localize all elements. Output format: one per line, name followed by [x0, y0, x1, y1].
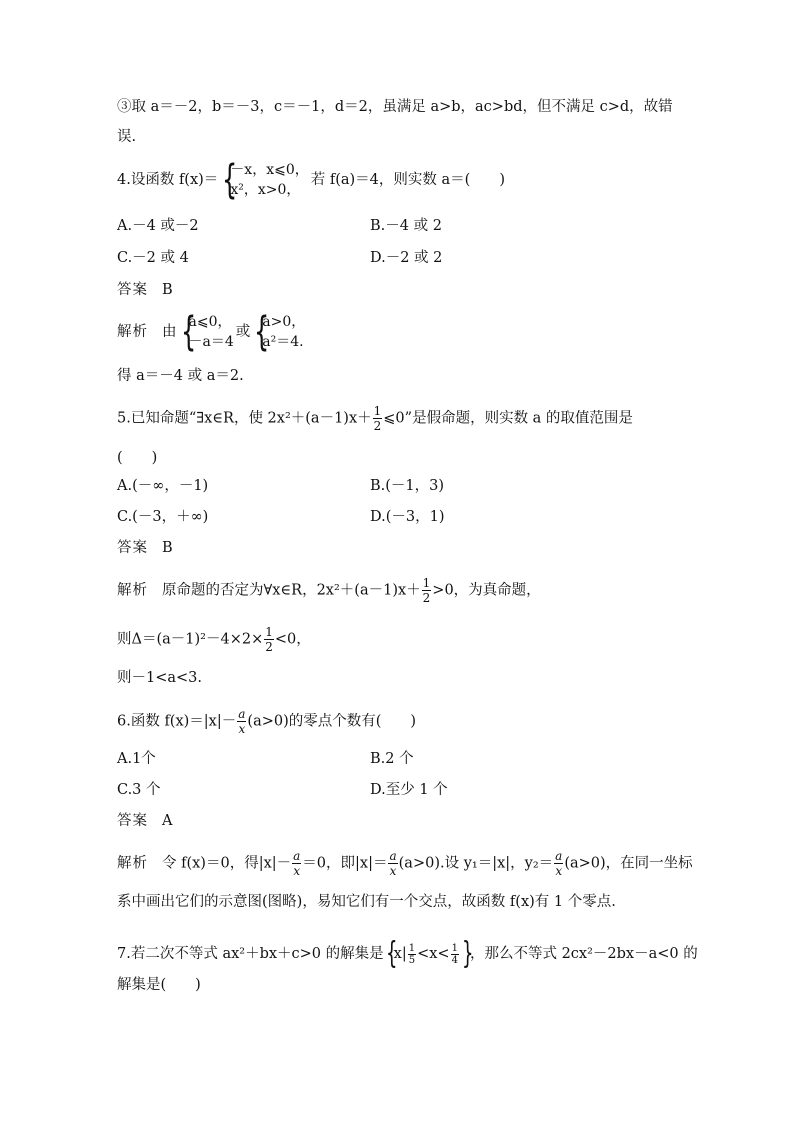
- analysis-text: >0，为真命题，: [432, 582, 541, 599]
- answer-line: [117, 280, 173, 300]
- equation-system: { a>0， a²＝4.: [254, 309, 306, 355]
- system-row: －x，x⩽0，: [230, 162, 309, 178]
- set-text: <x<: [417, 946, 450, 962]
- fraction: $\frac{1}{2}$: [422, 576, 431, 605]
- option-a: A.(－∞，－1): [117, 478, 209, 494]
- q4-stem: 4.设函数 f(x)＝: [117, 172, 219, 188]
- fraction: $\frac{1}{4}$: [451, 942, 458, 966]
- analysis-text: (a>0).设 y₁＝|x|，y₂＝: [398, 855, 554, 872]
- answer-label: 答案: [117, 282, 148, 298]
- analysis-text: (a>0)，在同一坐标: [564, 855, 693, 872]
- analysis-text: 原命题的否定为∀x∈R，2x²＋(a－1)x＋: [162, 582, 421, 599]
- analysis-line: [117, 625, 311, 654]
- answer-value: A: [162, 813, 173, 829]
- q7-stem-end: ，那么不等式 2cx²－2bx－a<0 的: [469, 946, 698, 962]
- analysis-label: 解析: [117, 324, 148, 340]
- q5-stem: 5.已知命题“∃x∈R，使 2x²＋(a－1)x＋: [117, 410, 372, 427]
- q5-blank: ( ): [117, 450, 158, 466]
- analysis-label: 解析: [117, 855, 148, 872]
- analysis-text: ＝0，即|x|＝: [302, 855, 388, 872]
- analysis-text: <0，: [274, 631, 311, 648]
- analysis-text: 由: [162, 324, 177, 340]
- answer-label: 答案: [117, 813, 148, 829]
- fraction: $\frac{a}{x}$: [238, 707, 246, 736]
- system-row: －a＝4: [188, 334, 234, 350]
- answer-line: [117, 811, 172, 831]
- answer-label: 答案: [117, 540, 148, 556]
- analysis-text: 得 a＝－4 或 a＝2.: [117, 368, 244, 384]
- question-6: [117, 707, 416, 736]
- equation-system: { a⩽0， －a＝4: [180, 309, 234, 355]
- option-d: D.(－3，1): [370, 509, 445, 525]
- analysis-label: 解析: [117, 582, 148, 599]
- option-a: A.1个: [117, 751, 156, 767]
- fraction: $\frac{a}{x}$: [555, 849, 563, 878]
- analysis-text: 或: [235, 324, 251, 340]
- text-line: ③取 a＝－2，b＝－3，c＝－1，d＝2，虽满足 a>b，ac>bd，但不满足 c>d，故错: [117, 99, 673, 115]
- left-brace: {: [222, 157, 238, 203]
- q7-stem: 7.若二次不等式 ax²＋bx＋c>0 的解集是: [117, 946, 384, 962]
- system-row: a⩽0，: [188, 314, 232, 330]
- answer-value: B: [162, 282, 173, 298]
- piecewise-system: [220, 157, 309, 203]
- option-a: A.－4 或－2: [117, 218, 199, 234]
- answer-line: [117, 538, 173, 558]
- question-4: [117, 157, 505, 203]
- set-text: x|: [393, 946, 407, 962]
- analysis-line: [117, 576, 541, 605]
- question-5: [117, 404, 633, 433]
- analysis-line: [117, 309, 307, 355]
- q6-stem: 6.函数 f(x)＝|x|－: [117, 713, 237, 730]
- q6-stem-end: (a>0)的零点个数有( ): [247, 713, 417, 730]
- right-brace: }: [461, 936, 474, 971]
- text-line: 误.: [117, 129, 137, 145]
- option-d: D.－2 或 2: [370, 250, 443, 266]
- analysis-text: 则－1<a<3.: [117, 670, 203, 686]
- option-d: D.至少 1 个: [370, 782, 448, 798]
- option-b: B.－4 或 2: [370, 218, 442, 234]
- q7-stem-end: 解集是( ): [117, 977, 201, 993]
- analysis-text: 则Δ＝(a－1)²－4×2×: [117, 631, 264, 648]
- fraction: $\frac{1}{5}$: [408, 942, 416, 966]
- fraction: $\frac{1}{2}$: [373, 404, 382, 433]
- fraction: $\frac{a}{x}$: [389, 849, 397, 878]
- system-row: x²，x>0，: [230, 182, 301, 198]
- option-c: C.3 个: [117, 782, 161, 798]
- question-7: [117, 936, 698, 971]
- q5-stem-end: ⩽0”是假命题，则实数 a 的取值范围是: [383, 410, 633, 427]
- option-c: C.－2 或 4: [117, 250, 189, 266]
- system-row: a²＝4.: [262, 334, 304, 350]
- system-row: a>0，: [262, 314, 306, 330]
- solution-set: [384, 936, 474, 971]
- fraction: $\frac{1}{2}$: [265, 625, 273, 654]
- answer-value: B: [162, 540, 173, 556]
- left-brace: {: [385, 936, 398, 971]
- option-b: B.(－1，3): [370, 478, 445, 494]
- analysis-text: 令 f(x)＝0，得|x|－: [162, 855, 292, 872]
- option-c: C.(－3，＋∞): [117, 509, 209, 525]
- analysis-text: 系中画出它们的示意图(图略)，易知它们有一个交点，故函数 f(x)有 1 个零点.: [117, 894, 616, 910]
- fraction: $\frac{a}{x}$: [293, 849, 301, 878]
- q4-stem-end: 若 f(a)＝4，则实数 a＝( ): [310, 172, 505, 188]
- analysis-line: [117, 849, 693, 878]
- option-b: B.2 个: [370, 751, 414, 767]
